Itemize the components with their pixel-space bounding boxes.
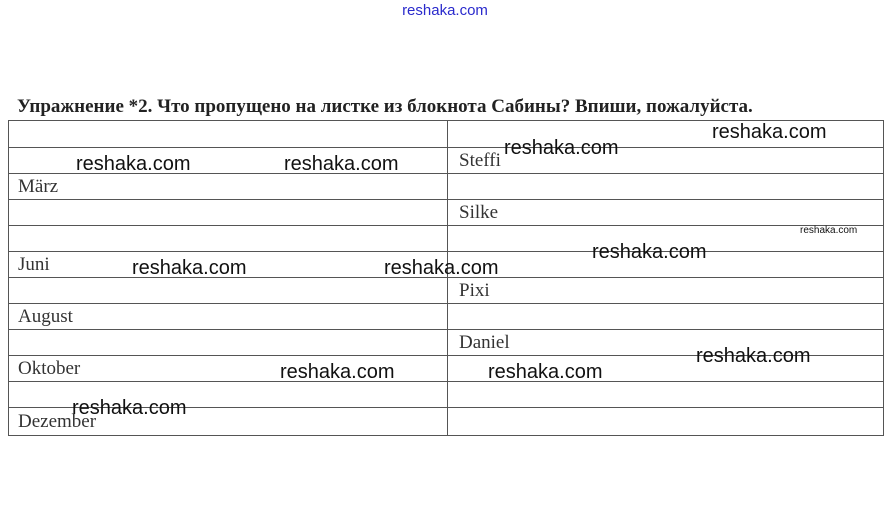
month-cell: Oktober bbox=[18, 358, 81, 379]
watermark: reshaka.com bbox=[384, 257, 499, 279]
watermark: reshaka.com bbox=[132, 257, 247, 279]
watermark: reshaka.com bbox=[696, 345, 811, 367]
watermark: reshaka.com bbox=[72, 397, 187, 419]
month-cell: Dezember bbox=[18, 411, 97, 432]
watermark: reshaka.com bbox=[280, 361, 395, 383]
row-divider bbox=[9, 199, 883, 200]
watermark: reshaka.com bbox=[592, 241, 707, 263]
site-link[interactable]: reshaka.com bbox=[402, 2, 488, 19]
row-divider bbox=[9, 381, 883, 382]
row-divider bbox=[9, 225, 883, 226]
row-divider bbox=[9, 251, 883, 252]
name-cell: Silke bbox=[459, 202, 499, 223]
name-cell: Pixi bbox=[459, 280, 490, 301]
row-divider bbox=[9, 147, 883, 148]
watermark: reshaka.com bbox=[488, 361, 603, 383]
month-cell: August bbox=[18, 306, 73, 327]
month-cell: März bbox=[18, 176, 59, 197]
row-divider bbox=[9, 329, 883, 330]
watermark: reshaka.com bbox=[504, 137, 619, 159]
watermark: reshaka.com bbox=[712, 121, 827, 143]
row-divider bbox=[9, 303, 883, 304]
watermark: reshaka.com bbox=[76, 153, 191, 175]
watermark: reshaka.com bbox=[800, 225, 858, 236]
name-cell: Steffi bbox=[459, 150, 501, 171]
watermark: reshaka.com bbox=[284, 153, 399, 175]
name-cell: Daniel bbox=[459, 332, 510, 353]
month-cell: Juni bbox=[18, 254, 50, 275]
exercise-title: Упражнение *2. Что пропущено на листке из блокнота Сабины? Впиши, пожалуйста. bbox=[17, 96, 753, 117]
